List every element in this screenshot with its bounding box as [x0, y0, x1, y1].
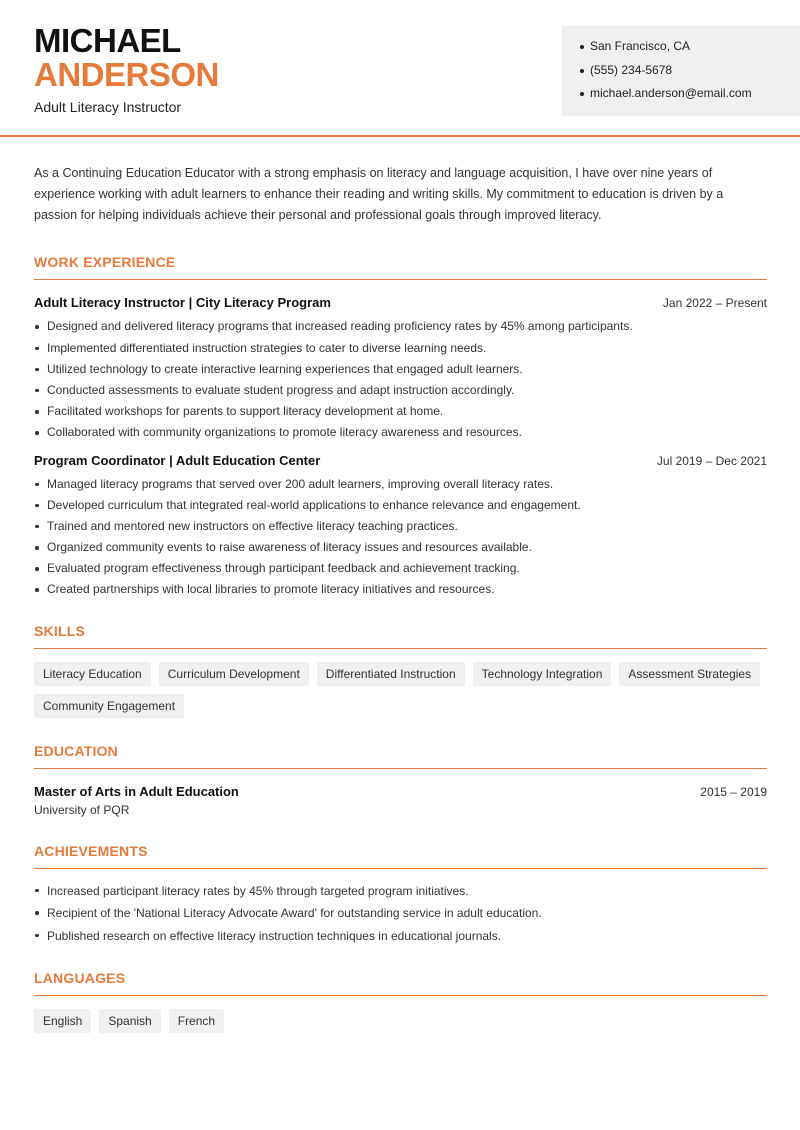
education-dates: 2015 – 2019	[700, 784, 767, 799]
job-bullets	[34, 474, 767, 601]
skill-tag: Differentiated Instruction	[317, 662, 465, 686]
list-item: Implemented differentiated instruction strategies to cater to diverse learning needs.	[34, 338, 767, 359]
achievements-list	[34, 880, 767, 948]
achievements-section	[34, 843, 767, 948]
list-item: Utilized technology to create interactive learning experiences that engaged adult learners.	[34, 359, 767, 380]
section-title-achievements: ACHIEVEMENTS	[34, 843, 767, 869]
job-role: Program Coordinator | Adult Education Center	[34, 452, 321, 468]
section-title-languages: LANGUAGES	[34, 970, 767, 996]
job-bullets	[34, 316, 767, 443]
list-item: Increased participant literacy rates by 45% through targeted program initiatives.	[34, 880, 767, 903]
list-item: Managed literacy programs that served over 200 adult learners, improving overall literacy rates.	[34, 474, 767, 495]
resume-body	[34, 163, 767, 1033]
skill-tag: Curriculum Development	[159, 662, 309, 686]
education-header	[34, 784, 767, 799]
job-title: Adult Literacy Instructor	[34, 99, 182, 115]
first-name: MICHAEL	[34, 22, 181, 59]
skill-tag: Technology Integration	[473, 662, 612, 686]
job-role: Adult Literacy Instructor | City Literacy Program	[34, 295, 331, 311]
skills-section	[34, 623, 767, 718]
skill-tag: Community Engagement	[34, 694, 184, 718]
list-item: Facilitated workshops for parents to support literacy development at home.	[34, 401, 767, 422]
list-item: Developed curriculum that integrated real-world applications to enhance relevance and engagement.	[34, 495, 767, 516]
job-header	[34, 453, 767, 468]
contact-phone: (555) 234-5678	[580, 60, 800, 84]
list-item: Collaborated with community organizations to promote literacy awareness and resources.	[34, 422, 767, 443]
contact-box	[562, 26, 800, 116]
language-tag: French	[169, 1009, 224, 1033]
section-title-education: EDUCATION	[34, 743, 767, 769]
list-item: Trained and mentored new instructors on effective literacy teaching practices.	[34, 516, 767, 537]
list-item: Evaluated program effectiveness through participant feedback and achievement tracking.	[34, 558, 767, 579]
skills-tags	[34, 662, 767, 718]
list-item: Published research on effective literacy instruction techniques in educational journals.	[34, 925, 767, 948]
job-dates: Jul 2019 – Dec 2021	[656, 453, 767, 468]
education-section	[34, 743, 767, 817]
education-entry	[34, 784, 767, 817]
skill-tag: Literacy Education	[34, 662, 151, 686]
job-header	[34, 295, 767, 310]
skill-tag: Assessment Strategies	[619, 662, 760, 686]
languages-tags	[34, 1009, 767, 1033]
summary-text: As a Continuing Education Educator with a strong emphasis on literacy and language acquisition, I have over nine years of experience working with adult learners to enhance their reading and writing skills. My commitment to education is driven by a passion for helping individuals achieve their personal and professional goals through improved literacy.	[34, 166, 724, 222]
section-title-skills: SKILLS	[34, 623, 767, 649]
job-entry	[34, 453, 767, 601]
last-name: ANDERSON	[34, 56, 219, 93]
job-entry	[34, 295, 767, 443]
language-tag: English	[34, 1009, 91, 1033]
section-title-work: WORK EXPERIENCE	[34, 254, 767, 280]
job-dates: Jan 2022 – Present	[662, 296, 767, 311]
resume-header	[0, 0, 800, 137]
language-tag: Spanish	[99, 1009, 160, 1033]
work-experience-section	[34, 254, 767, 600]
languages-section	[34, 970, 767, 1033]
list-item: Organized community events to raise awareness of literacy issues and resources available.	[34, 537, 767, 558]
list-item: Created partnerships with local libraries to promote literacy initiatives and resources.	[34, 579, 767, 600]
school-name: University of PQR	[34, 802, 130, 817]
degree-name: Master of Arts in Adult Education	[34, 783, 239, 799]
list-item: Recipient of the 'National Literacy Advocate Award' for outstanding service in adult education.	[34, 902, 767, 925]
contact-email[interactable]: michael.anderson@email.com	[580, 83, 800, 107]
contact-location: San Francisco, CA	[580, 36, 800, 60]
list-item: Conducted assessments to evaluate student progress and adapt instruction accordingly.	[34, 380, 767, 401]
list-item: Designed and delivered literacy programs that increased reading proficiency rates by 45% among participants.	[34, 316, 767, 337]
